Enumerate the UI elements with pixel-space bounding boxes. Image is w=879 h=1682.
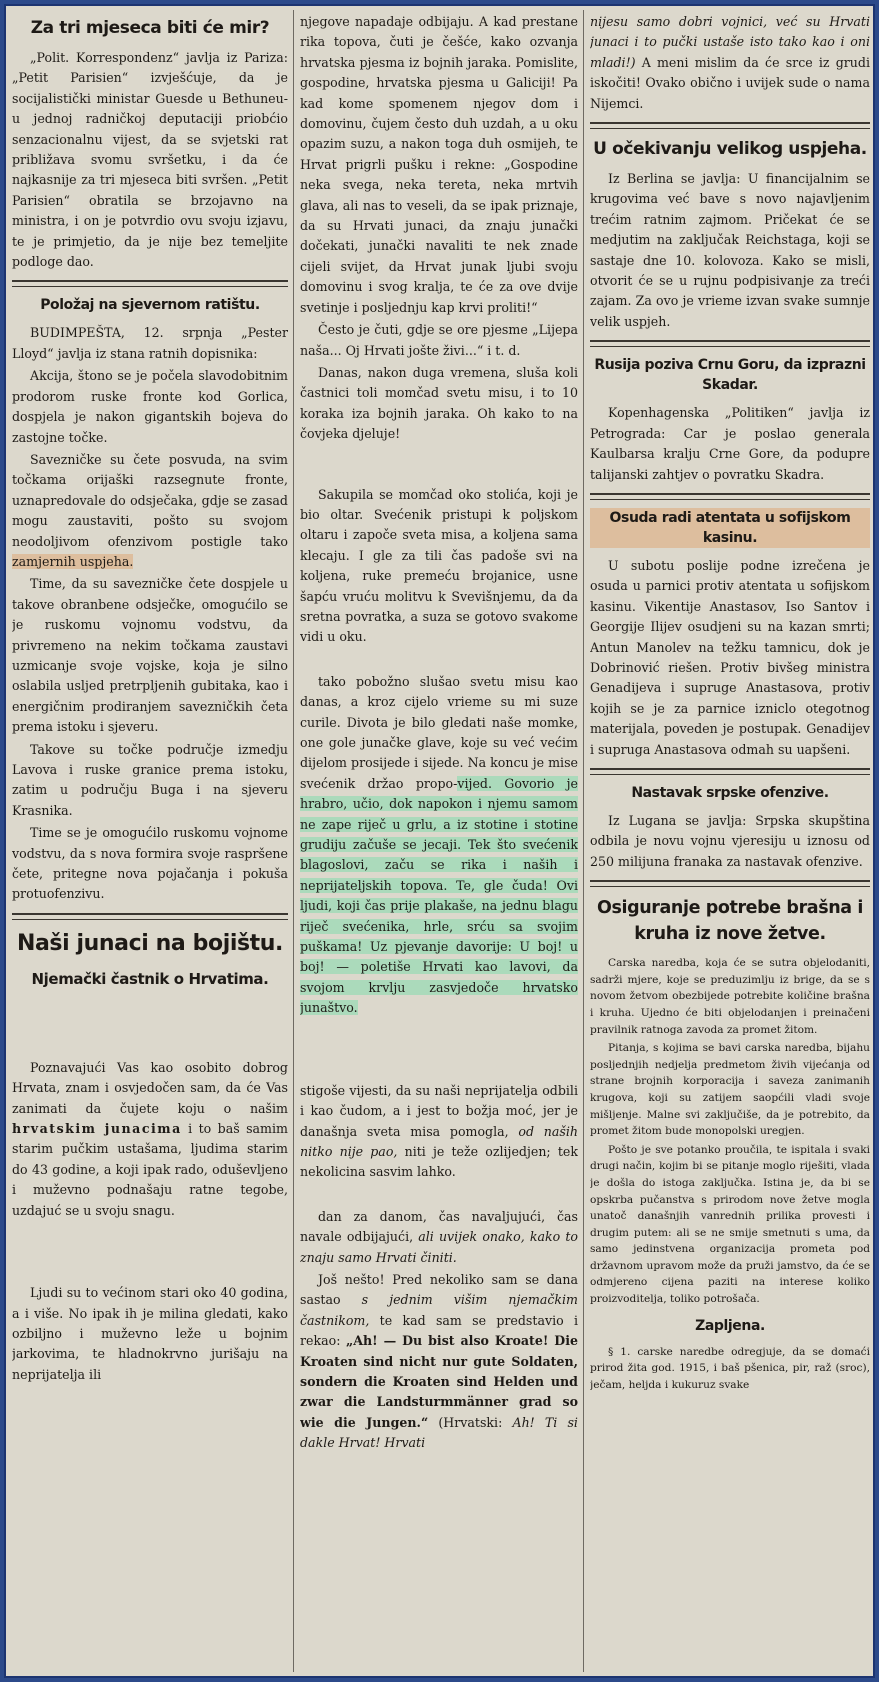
heroes-emphasis: hrvatskim junacima [12, 1121, 182, 1137]
heroes-continued-4: Sakupila se momčad oko stolića, koji je bio oltar. Svećenik pristupi k poljskom oltaru i započe sveta misa, a koljena sama klecaju. I gle za tili čas padoše svi na koljena, ruke premeću brojanice, usne šapću vruću molitvu k Svevišnjemu, da da sretna povratka, a suza se gotovo svakome vidi u oku. [300, 486, 578, 645]
heroes-continued-5 [300, 672, 578, 1019]
northern-front-paragraph-3: Time, da su savezničke čete dospjele u takove obranbene odsječke, omogućilo se je ruskomu vojnomu vodstvu, da privremeno na nekim točkama zaustavi uzmicanje svoje vojske, koja je silno oslabila usljed pretrpljenih gubitaka, kao i energičnim prodiranjem savezničkih četa prema istoku i sjeveru. [12, 576, 288, 735]
headline-russia-montenegro: Rusija poziva Crnu Goru, da izprazni Skadar. [594, 357, 866, 394]
section-rule [590, 122, 870, 129]
article-skadar: Kopenhagenska „Politiken“ javlja iz Petrograda: Car je poslao generala Kaulbarsa kralju Crne Gore, da podupre talijanski zahtjev o povratku Skadra. [590, 405, 870, 482]
section-rule [590, 880, 870, 887]
headline-peace-in-three-months: Za tri mjeseca biti će mir? [30, 18, 270, 38]
highlight-green: vijed. Govorio je hrabro, učio, dok napokon i njemu samom ne zape riječ u grlu, a iz stotine i stotine grudiju začuše se jecaji. Tek što svećenik blagoslovi, začu se rika i naših i neprijateljskih topova. Te, gle čuda! Ovi ljudi, koji čas prije plakaše, na jednu blagu riječ svećenika, hrle, srću sa svojim puškama! Uz pjevanje davorije: U boj! u boj! — poletiše Hrvati kao lavovi, da svojom krvlju zasvjedoče hrvatsko junaštvo. [300, 775, 578, 1016]
northern-front-paragraph-2 [12, 450, 288, 572]
seizure-paragraph: § 1. carske naredbe odregjuje, da se domaći prirod žita god. 1915, i baš pšenica, pir, raž (sroc), ječam, heljda i kukuruz svake [590, 1345, 870, 1391]
highlight-orange: zamjernih uspjeha. [12, 553, 134, 569]
heroes-paragraph-2: Ljudi su to većinom stari oko 40 godina, a i više. No ipak ih je milina gledati, kako ozbiljno i muževno leže u bojnim jarkovima, te hladnokrvno jurišaju na neprijatelja ili [12, 1285, 288, 1382]
headline-northern-front: Položaj na sjevernom ratištu. [40, 297, 260, 314]
heroes-italic-2: ali uvijek onako, kako to znaju samo Hrvati činiti. [300, 1229, 578, 1265]
german-quote: „Ah! — Du bist also Kroate! Die Kroaten sind nicht nur gute Soldaten, sondern die Kroaten sind Helden und zwar die Landsturmmänner grad so wie die Jungen.“ [300, 1333, 578, 1430]
headline-our-heroes: Naši junaci na bojištu. [16, 930, 284, 956]
heroes-italic-5: nijesu samo dobri vojnici, već su Hrvati junaci i to pučki ustaše isto tako kao i oni mladi!) [590, 14, 870, 70]
headline-seizure: Zapljena. [695, 1317, 765, 1334]
heroes-continued-1: njegove napadaje odbijaju. A kad prestane rika topova, čuti je češće, kako ozvanja hrvatska pjesma iz bojnih jaraka. Pomislite, gospodine, hrvatska pjesma u Galiciji! Pa kad kome spomenem njegov dom i domovinu, čujem često duh uzdah, a u oku opazim suzu, a nakon toga duh osmijeh, te Hrvat prigrli pušku i rekne: „Gospodine neka svega, neka tereta, neka mrtvih glava, ali nas to veseli, da se ipak priznaje, da su Hrvati junaci, da znaju junački dočekati, junački navaliti te nek znade cijeli svijet, da Hrvat junak ljubi svoju domovinu i svog kralja, te će za ove dvije svetinje i posljednju kap krvi proliti!“ [300, 14, 578, 315]
newspaper-page [4, 4, 875, 1678]
column-divider-right [583, 10, 584, 1672]
column-middle [300, 12, 578, 1670]
heroes-continued-8-text: Još nešto! Pred nekoliko sam se dana sastao [300, 1271, 578, 1308]
heroes-continued-final [590, 12, 870, 114]
article-serbian-offensive: Iz Lugana se javlja: Srpska skupština odbila je novu vojnu vjeresiju u iznosu od 250 milijuna franaka za nastavak ofenzive. [590, 812, 870, 869]
article-peace-body: „Polit. Korrespondenz“ javlja iz Pariza: „Petit Parisien“ izvješćuje, da je socijalistički ministar Guesde u Bethuneu-u jednoj radničkoj deputaciji priobćio senzacionalnu vijest, da se svjetski rat približava svomu svršetku, i da će najkasnije za tri mjeseca biti svršen. „Petit Parisien“ obratila se brzojavno na ministra, i on je potvrdio ovu svoju izjavu, te je primjetio, da je nije bez temeljite podloge dao. [12, 50, 288, 270]
heroes-continued-7 [300, 1207, 578, 1268]
article-war-loan: Iz Berlina se javlja: U financijalnim se krugovima već bave s novo najavljenim trećim ratnim zajmom. Pričekat će se medjutim na zaključak Reichstaga, koji se sastaje dne 10. kolovoza. Kako se misli, otvorit će se u rujnu podpisivanje za treći zajam. Za ovo je vrieme izvan svake sumnje velik uspjeh. [590, 171, 870, 329]
section-rule [12, 913, 288, 920]
heroes-continued-6-rest: niti je teže ozlijedjen; tek nekolicina sasvim lahko. [300, 1143, 578, 1180]
heroes-continued-8 [300, 1270, 578, 1454]
column-left [12, 12, 288, 1670]
flour-paragraph-3: Pošto je sve potanko proučila, te ispitala i svaki drugi način, kojim bi se pitanje moglo riješiti, vlada je došla do istoga zaključka. Istina je, da bi se opskrba pučanstva s prirodom nove žetve mogla unatoč današnjih vanrednih prilika provesti i drugim putem: ali se ne smije smetnuti s uma, da samo jedinstvena organizacija prometa pod državnom upravom može da pruži jamstvo, da će se odmjereno cijena paziti na interese koliko proizvoditelja, toliko potrošača. [590, 1143, 870, 1306]
heroes-italic-4: Ah! Ti si dakle Hrvat! Hrvati [300, 1414, 578, 1451]
heroes-continued-5-text: tako pobožno slušao svetu misu kao danas, a kroz cijelo vrieme su mi suze curile. Divota je bilo gledati naše momke, one gole junačke glave, koje su već većim dijelom prosijede i sijede. Na koncu je mise svećenik držao propo- [300, 673, 578, 791]
heroes-continued-8-mid: te kad sam se predstavio i rekao: [300, 1312, 578, 1349]
heroes-italic-3: s jednim višim njemačkim častnikom, [300, 1292, 578, 1328]
section-rule [590, 768, 870, 775]
heroes-continued-6-text: stigoše vijesti, da su naši neprijatelja odbili i kao čudom, a i jest to božja moć, jer je današnja sveta misa pomogla, [300, 1082, 578, 1139]
headline-serbian-offensive: Nastavak srpske ofenzive. [631, 784, 829, 801]
flour-paragraph-2: Pitanja, s kojima se bavi carska naredba, bijahu posljednjih nedjelja predmetom živih vijećanja od strane brojnih korporacija i saveza zanimanih krugova, koji su zatijem saopćili vladi svoje mišljenje. Malne svi zaključiše, da je potrebito, da promet žitom bude monopolski uregjen. [590, 1042, 870, 1138]
northern-front-paragraph-4: Takove su točke područje izmedju Lavova i ruske granice prema istoku, zatim u području Buga i na sjeveru Krasnika. [12, 741, 288, 818]
northern-front-paragraph-1: Akcija, štono se je počela slavodobitnim prodorom ruske fronte kod Gorlica, dospjela je nakon gigantskih bojeva do zastojne točke. [12, 368, 288, 445]
northern-front-dateline: BUDIMPEŠTA, 12. srpnja „Pester Lloyd“ javlja iz stana ratnih dopisnika: [12, 325, 288, 361]
northern-front-paragraph-2-text: Savezničke su čete posvuda, na svim točkama orijaški razsegnute fronte, uznapredovale do odsječaka, gdje se zasad mogu zaustaviti, pošto su svojom neodoljivom ofenzivom postigle tako [12, 451, 288, 549]
heroes-italic-1: od naših nitko nije pao, [300, 1123, 578, 1159]
heroes-continued-final-text: A meni mislim da će srce iz grudi iskočiti! Ovako obično i uvijek sude o nama Nijemci. [590, 54, 870, 111]
heroes-continued-3: Danas, nakon duga vremena, sluša koli častnici toli momčad svetu misu, i to 10 koraka iza bojnih jaraka. Oh kako to na čovjeka djeluje! [300, 364, 578, 442]
flour-paragraph-1: Carska naredba, koja će se sutra objelodaniti, sadrži mjere, koje se preduzimlju iz brige, da se s novom žetvom obezbijede potrebite količine brašna i kruha. Ujedno će biti objelodanjen i preinačeni pravilnik ratnoga zavoda za promet žitom. [590, 957, 870, 1036]
headline-great-success: U očekivanju velikog uspjeha. [593, 139, 867, 160]
heroes-paragraph-1 [12, 1058, 288, 1221]
section-rule [590, 493, 870, 500]
section-rule [12, 280, 288, 287]
heroes-paragraph-1-rest: i to baš samim starim pučkim ustašama, ljudima starim do 43 godine, a koji ipak rado, oduševljeno i muževno podnašaju ratne tegobe, uzdajuć se u svoju snagu. [12, 1121, 288, 1218]
column-divider-left [293, 10, 294, 1672]
headline-flour-bread: Osiguranje potrebe brašna i kruha iz nove žetve. [597, 898, 863, 945]
column-right [590, 12, 870, 1670]
northern-front-paragraph-5: Time se je omogućilo ruskomu vojnome vodstvu, da s nova formira svoje raspršene čete, pritegne nova pojačanja i pokuša protuofenzivu. [12, 825, 288, 902]
heroes-continued-6 [300, 1081, 578, 1183]
heroes-continued-2: Često je čuti, gdje se ore pjesme „Lijepa naša... Oj Hrvati jošte živi...“ i t. d. [300, 322, 578, 358]
heroes-continued-7-text: dan za danom, čas navaljujući, čas navale odbijajući, [300, 1208, 578, 1245]
article-sofia-casino: U subotu poslije podne izrečena je osuda u parnici protiv atentata u sofijskom kasinu. Vikentije Anastasov, Iso Santov i Georgije Ilijev osudjeni su na kazan smrti; Antun Manolev na težku tamnicu, dok je Dobrinović riešen. Protiv bivšeg ministra Genadijeva i supruge Anastasova, protiv kojih se je za parnice izniclo otegotnog materijala, poveden je postupak. Genadijev i supruga Anastasova odmah su uapšeni. [590, 557, 870, 757]
heroes-continued-8-croatian: (Hrvatski: [438, 1414, 503, 1430]
section-rule [590, 340, 870, 347]
headline-sofia-verdict: Osuda radi atentata u sofijskom kasinu. [590, 508, 870, 548]
heroes-paragraph-1-text: Poznavajući Vas kao osobito dobrog Hrvata, znam i osvjedočen sam, da će Vas zanimati da čujete koju o našim [12, 1059, 288, 1116]
subheadline-german-officer: Njemački častnik o Hrvatima. [31, 969, 269, 988]
